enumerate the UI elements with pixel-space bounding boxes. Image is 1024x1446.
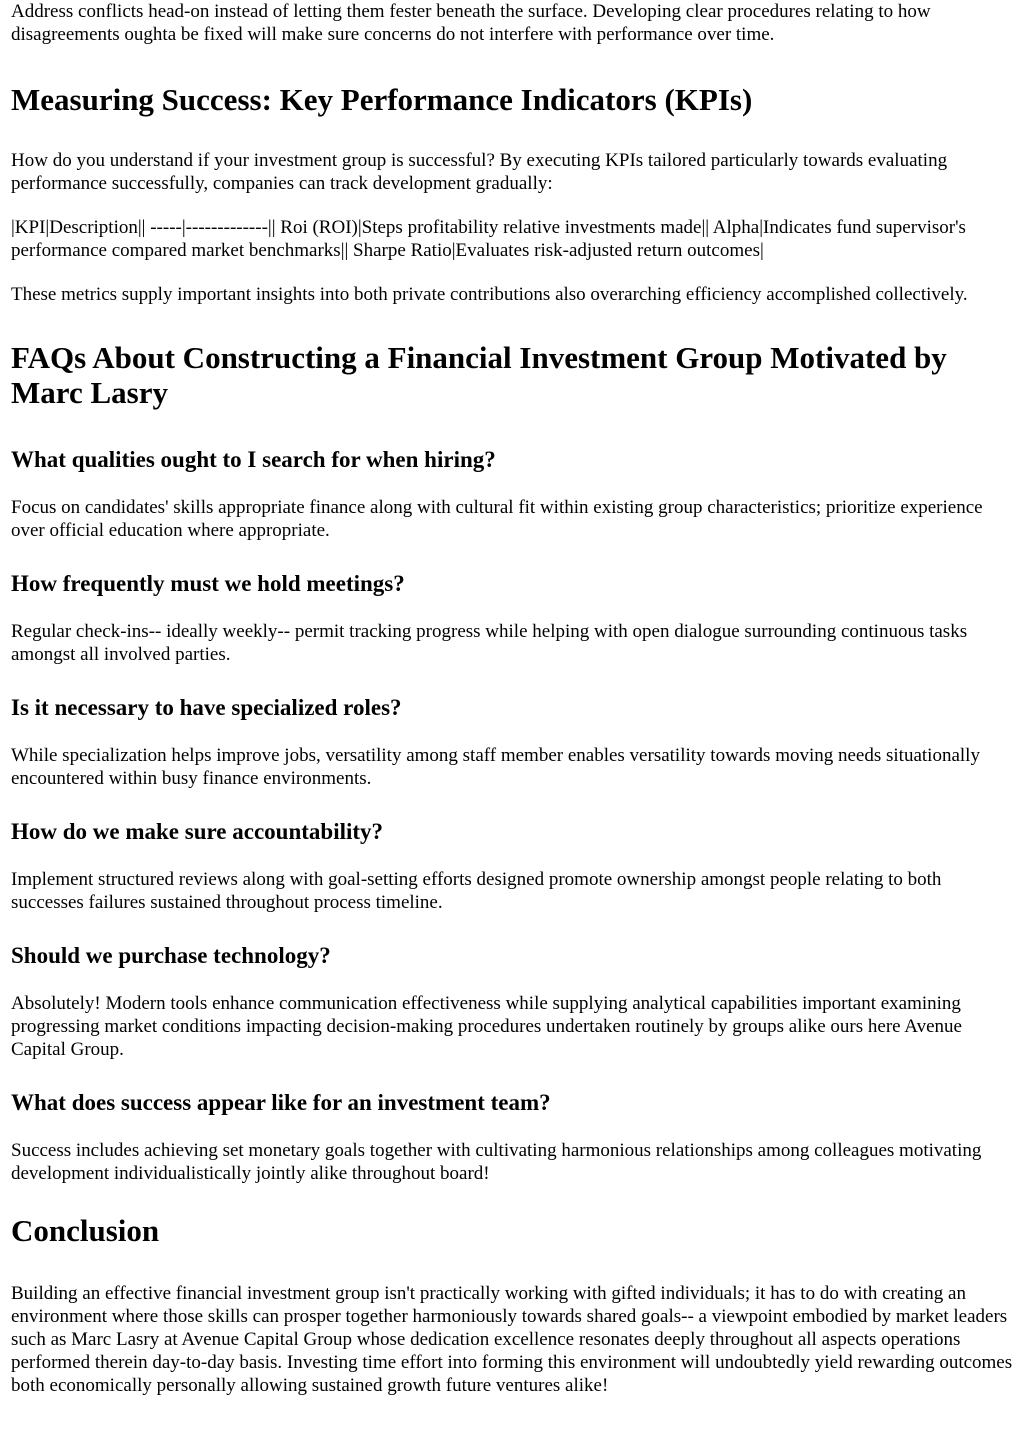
- faq-answer: Implement structured reviews along with goal-setting efforts designed promote ownership amongst people relating to both successes failures sustained throughout process timeline.: [11, 869, 942, 913]
- faq-answer: Absolutely! Modern tools enhance communication effectiveness while supplying analytical capabilities important examining progressing market conditions impacting decision-making procedures undertaken routinely by groups alike ours here Avenue Capital Group.: [11, 993, 962, 1060]
- faq-question: What qualities ought to I search for when hiring?: [11, 447, 496, 472]
- faq-answer: Regular check-ins-- ideally weekly-- permit tracking progress while helping with open dialogue surrounding continuous tasks amongst all involved parties.: [11, 621, 968, 665]
- faq-question: How do we make sure accountability?: [11, 819, 384, 844]
- faq-question: How frequently must we hold meetings?: [11, 571, 405, 596]
- kpi-summary-paragraph: These metrics supply important insights into both private contributions also overarching efficiency accomplished collectively.: [11, 284, 968, 305]
- kpi-section-heading: Measuring Success: Key Performance Indicators (KPIs): [11, 82, 753, 117]
- intro-paragraph: Address conflicts head-on instead of letting them fester beneath the surface. Developing clear procedures relating to how disagreements oughta be fixed will make sure concerns do not interfere with performance over time.: [11, 1, 931, 45]
- faq-question: What does success appear like for an investment team?: [11, 1090, 551, 1115]
- faq-question: Is it necessary to have specialized roles?: [11, 695, 402, 720]
- conclusion-paragraph: Building an effective financial investment group isn't practically working with gifted individuals; it has to do with creating an environment where those skills can prosper together harmoniously towards shared goals-- a viewpoint embodied by market leaders such as Marc Lasry at Avenue Capital Group whose dedication excellence resonates deeply throughout all aspects operations performed therein day-to-day basis. Investing time effort into forming this environment will undoubtedly yield rewarding outcomes both economically personally allowing sustained growth future ventures alike!: [11, 1283, 1013, 1396]
- faq-question: Should we purchase technology?: [11, 943, 331, 968]
- faq-answer: Success includes achieving set monetary goals together with cultivating harmonious relationships among colleagues motivating development individualistically jointly alike throughout board!: [11, 1140, 982, 1184]
- faq-answer: While specialization helps improve jobs, versatility among staff member enables versatility towards moving needs situationally encountered within busy finance environments.: [11, 745, 980, 789]
- faq-answer: Focus on candidates' skills appropriate finance along with cultural fit within existing group characteristics; prioritize experience over official education where appropriate.: [11, 497, 983, 541]
- kpi-table-text: |KPI|Description|| -----|-------------|| Roi (ROI)|Steps profitability relative investments made|| Alpha|Indicates fund supervisor's performance compared market benchmarks|| Sharpe Ratio|Evaluates risk-adjusted return outcomes|: [11, 217, 966, 261]
- kpi-intro-paragraph: How do you understand if your investment group is successful? By executing KPIs tailored particularly towards evaluating performance successfully, companies can track development gradually:: [11, 150, 948, 194]
- conclusion-heading: Conclusion: [11, 1213, 160, 1248]
- faqs-heading: FAQs About Constructing a Financial Investment Group Motivated by Marc Lasry: [11, 340, 947, 410]
